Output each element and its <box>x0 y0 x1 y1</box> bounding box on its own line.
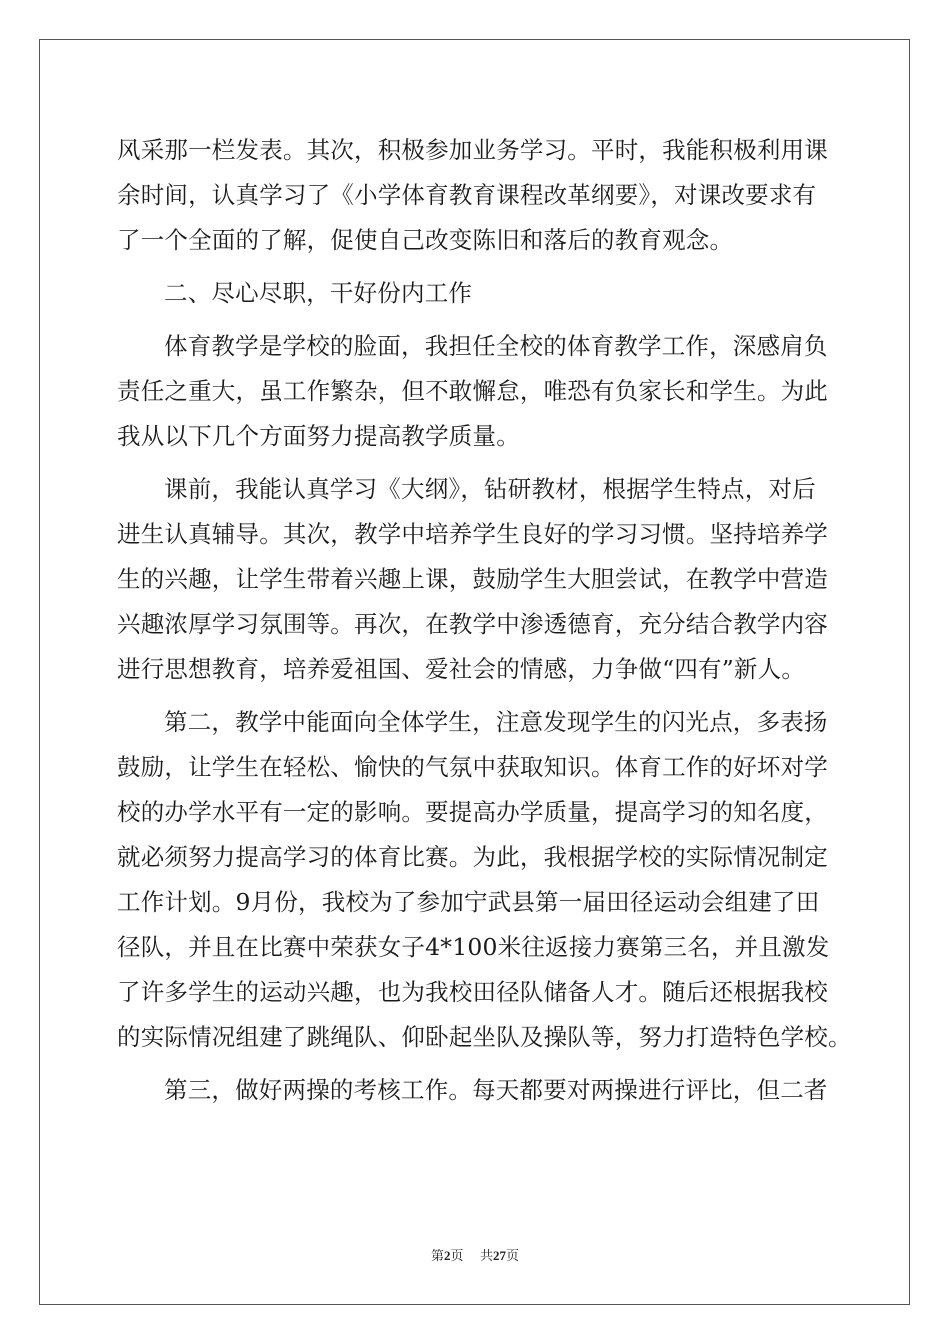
text-line: 径队，并且在比赛中荣获女子4*100米往返接力赛第三名，并且激发 <box>117 933 830 961</box>
section-heading: 二、尽心尽职，干好份内工作 <box>164 279 473 307</box>
text-line: 体育教学是学校的脸面，我担任全校的体育教学工作，深感肩负 <box>164 332 828 360</box>
text-line: 第三，做好两操的考核工作。每天都要对两操进行评比，但二者 <box>164 1076 828 1104</box>
text-line: 的实际情况组建了跳绳队、仰卧起坐队及操队等，努力打造特色学校。 <box>117 1023 852 1051</box>
text-line: 余时间，认真学习了《小学体育教育课程改革纲要》，对课改要求有 <box>117 181 817 209</box>
page-number: 2 <box>443 1248 451 1263</box>
text-line: 我从以下几个方面努力提高教学质量。 <box>117 422 520 450</box>
text-line: 就必须努力提高学习的体育比赛。为此，我根据学校的实际情况制定 <box>117 843 828 871</box>
total-prefix: 共 <box>480 1249 494 1264</box>
text-line: 工作计划。9月份，我校为了参加宁武县第一届田径运动会组建了田 <box>117 888 820 916</box>
text-line: 风采那一栏发表。其次，积极参加业务学习。平时，我能积极利用课 <box>117 136 828 164</box>
page-prefix: 第 <box>430 1249 444 1264</box>
text-line: 鼓励，让学生在轻松、愉快的气氛中获取知识。体育工作的好坏对学 <box>117 753 828 781</box>
total-pages: 27 <box>493 1248 507 1263</box>
total-suffix: 页 <box>506 1249 520 1264</box>
text-line: 课前，我能认真学习《大纲》，钻研教材，根据学生特点，对后 <box>164 475 816 503</box>
text-line: 第二，教学中能面向全体学生，注意发现学生的闪光点，多表扬 <box>164 708 828 736</box>
text-line: 责任之重大，虽工作繁杂，但不敢懈怠，唯恐有负家长和学生。为此 <box>117 377 828 405</box>
text-line: 校的办学水平有一定的影响。要提高办学质量，提高学习的知名度， <box>117 798 828 826</box>
text-line: 了许多学生的运动兴趣，也为我校田径队储备人才。随后还根据我校 <box>117 978 828 1006</box>
text-line: 进生认真辅导。其次，教学中培养学生良好的学习习惯。坚持培养学 <box>117 520 828 548</box>
text-line: 了一个全面的了解，促使自己改变陈旧和落后的教育观念。 <box>117 226 734 254</box>
text-line: 进行思想教育，培养爱祖国、爱社会的情感，力争做“四有”新人。 <box>117 655 806 683</box>
text-line: 生的兴趣，让学生带着兴趣上课，鼓励学生大胆尝试，在教学中营造 <box>117 565 828 593</box>
page-footer <box>0 1245 950 1264</box>
page-suffix: 页 <box>450 1249 464 1264</box>
text-line: 兴趣浓厚学习氛围等。再次，在教学中渗透德育，充分结合教学内容 <box>117 610 828 638</box>
document-body <box>117 128 852 1113</box>
